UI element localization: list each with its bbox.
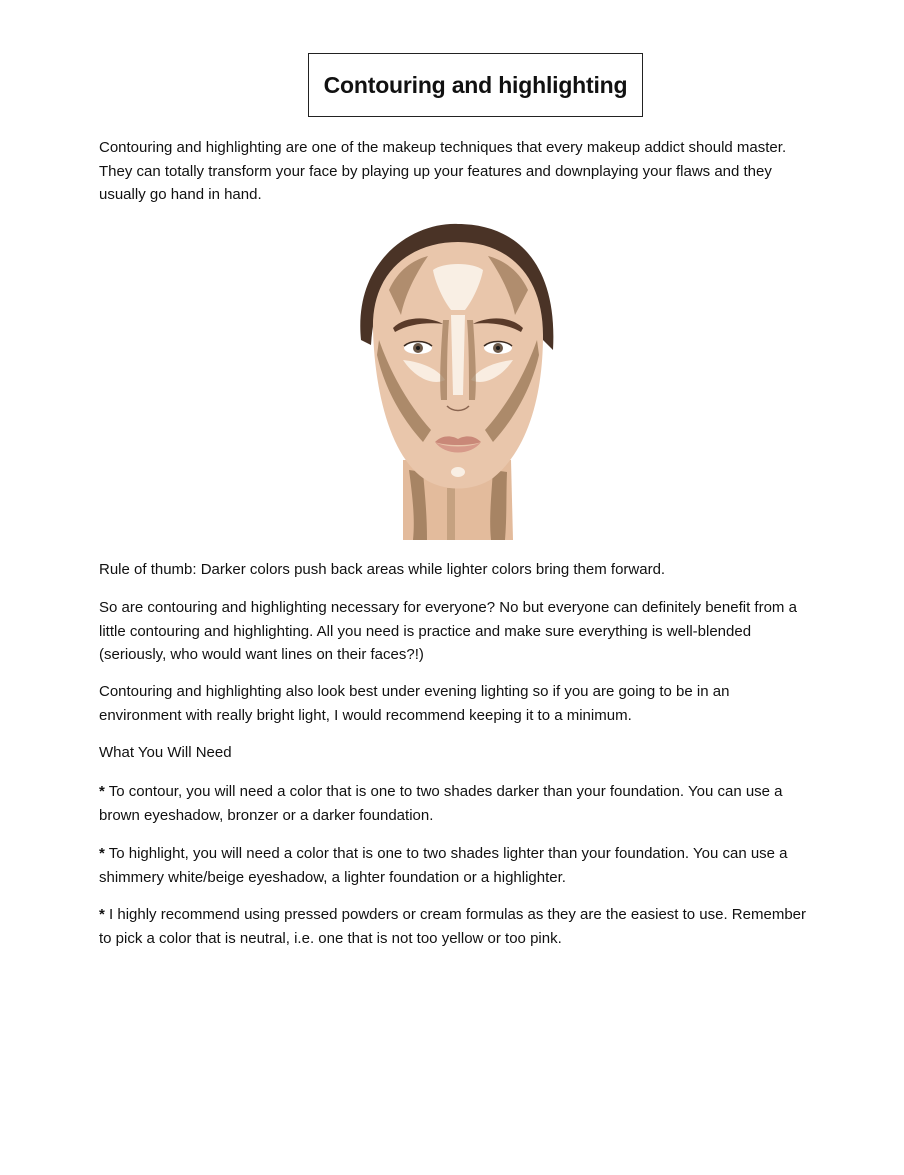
bullet-text: To contour, you will need a color that is one to two shades darker than your foundation. You can use a brown eyeshadow, bronzer or a darker foundation. xyxy=(99,783,783,824)
bullet-marker: * xyxy=(99,783,105,800)
document-title: Contouring and highlighting xyxy=(323,71,628,98)
bullet-contour xyxy=(99,780,811,827)
bullet-marker: * xyxy=(99,845,105,862)
bullet-highlight xyxy=(99,842,811,889)
bullet-text: To highlight, you will need a color that is one to two shades lighter than your foundation. You can use a shimmery white/beige eyeshadow, a lighter foundation or a highlighter. xyxy=(99,845,788,886)
rule-of-thumb-paragraph: Rule of thumb: Darker colors push back areas while lighter colors bring them forward. xyxy=(99,561,666,578)
contour-face-illustration xyxy=(343,220,567,540)
intro-paragraph: Contouring and highlighting are one of the makeup techniques that every makeup addict should master. They can totally transform your face by playing up your features and downplaying your flaws and they usually go hand in hand. xyxy=(99,139,787,203)
necessary-paragraph: So are contouring and highlighting necessary for everyone? No but everyone can definitely benefit from a little contouring and highlighting. All you need is practice and make sure everything is well-blended (seriously, who would want lines on their faces?!) xyxy=(99,599,797,663)
bullet-formulas xyxy=(99,903,811,950)
bullet-marker: * xyxy=(99,906,105,923)
bullet-text: I highly recommend using pressed powders or cream formulas as they are the easiest to use. Remember to pick a color that is neutral, i.e. one that is not too yellow or too pink. xyxy=(99,906,806,947)
what-you-need-heading: What You Will Need xyxy=(99,744,232,761)
evening-lighting-paragraph: Contouring and highlighting also look best under evening lighting so if you are going to be in an environment with really bright light, I would recommend keeping it to a minimum. xyxy=(99,683,730,724)
title-box xyxy=(308,53,643,117)
